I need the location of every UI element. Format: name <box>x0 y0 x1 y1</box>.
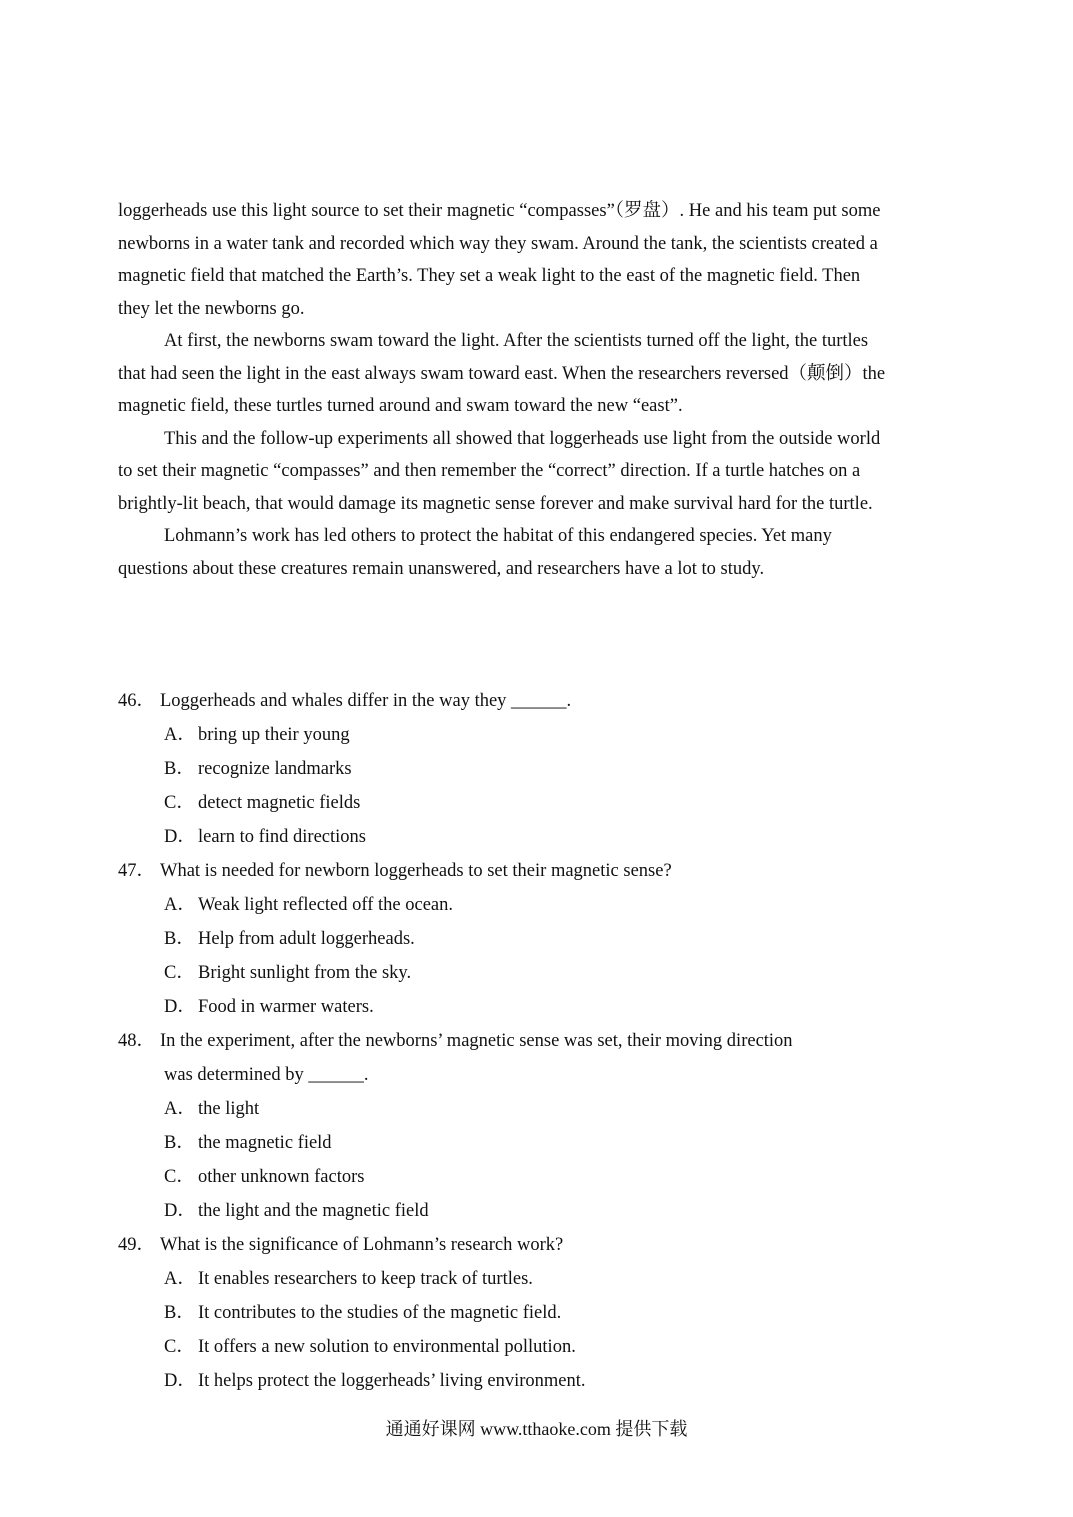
option-c <box>118 786 898 820</box>
option-letter: C． <box>164 1337 195 1357</box>
option-text: Help from adult loggerheads. <box>198 929 415 949</box>
option-text: Bright sunlight from the sky. <box>198 963 412 983</box>
option-letter: B． <box>164 929 195 949</box>
option-a <box>118 1092 898 1126</box>
question-stem: Loggerheads and whales differ in the way they ______. <box>160 691 572 711</box>
option-text: Food in warmer waters. <box>198 997 374 1017</box>
option-d <box>118 1364 898 1398</box>
option-letter: C． <box>164 1167 195 1187</box>
option-letter: B． <box>164 1303 195 1323</box>
option-text: the magnetic field <box>198 1133 332 1153</box>
option-text: Weak light reflected off the ocean. <box>198 895 453 915</box>
option-text: the light and the magnetic field <box>198 1201 429 1221</box>
option-b <box>118 1126 898 1160</box>
option-text: the light <box>198 1099 260 1119</box>
option-a <box>118 718 898 752</box>
option-d <box>118 820 898 854</box>
option-text: recognize landmarks <box>198 759 352 779</box>
option-letter: A． <box>164 1099 196 1119</box>
option-text: It contributes to the studies of the magnetic field. <box>198 1303 562 1323</box>
question-number: 47． <box>118 861 156 881</box>
question-46 <box>118 684 898 854</box>
passage-paragraph-3: This and the follow-up experiments all showed that loggerheads use light from the outside world to set their magnetic “compasses” and then remember the “correct” direction. If a turtle hatches on a brightly-lit beach, that would damage its magnetic sense forever and make survival hard for the turtle. <box>118 428 881 514</box>
option-text: It offers a new solution to environmental pollution. <box>198 1337 576 1357</box>
question-48 <box>118 1024 898 1228</box>
option-a <box>118 888 898 922</box>
option-letter: A． <box>164 1269 196 1289</box>
option-letter: B． <box>164 759 195 779</box>
option-d <box>118 1194 898 1228</box>
option-text: detect magnetic fields <box>198 793 361 813</box>
question-number: 48． <box>118 1031 156 1051</box>
option-text: bring up their young <box>198 725 350 745</box>
question-list <box>118 684 898 1398</box>
option-letter: C． <box>164 963 195 983</box>
option-b <box>118 752 898 786</box>
reading-passage <box>118 195 888 585</box>
option-d <box>118 990 898 1024</box>
question-stem-continued: was determined by ______. <box>164 1065 369 1085</box>
option-letter: A． <box>164 895 196 915</box>
option-letter: D． <box>164 997 196 1017</box>
option-b <box>118 922 898 956</box>
question-number: 49． <box>118 1235 156 1255</box>
option-text: It helps protect the loggerheads’ living environment. <box>198 1371 586 1391</box>
option-a <box>118 1262 898 1296</box>
question-number: 46． <box>118 691 156 711</box>
question-stem: What is needed for newborn loggerheads to set their magnetic sense? <box>160 861 672 881</box>
question-stem: In the experiment, after the newborns’ magnetic sense was set, their moving direction <box>160 1031 793 1051</box>
option-letter: D． <box>164 1201 196 1221</box>
option-letter: D． <box>164 827 196 847</box>
question-stem: What is the significance of Lohmann’s research work? <box>160 1235 564 1255</box>
option-c <box>118 1160 898 1194</box>
question-47 <box>118 854 898 1024</box>
option-text: learn to find directions <box>198 827 366 847</box>
question-49 <box>118 1228 898 1398</box>
option-c <box>118 1330 898 1364</box>
passage-paragraph-2: At first, the newborns swam toward the light. After the scientists turned off the light, the turtles that had seen the light in the east always swam toward east. When the researchers reversed（颠倒）the magnetic field, these turtles turned around and swam toward the new “east”. <box>118 331 886 416</box>
option-b <box>118 1296 898 1330</box>
page-footer: 通通好课网 www.tthaoke.com 提供下载 <box>385 1419 688 1439</box>
option-letter: C． <box>164 793 195 813</box>
option-letter: B． <box>164 1133 195 1153</box>
option-letter: A． <box>164 725 196 745</box>
option-text: It enables researchers to keep track of turtles. <box>198 1269 533 1289</box>
option-c <box>118 956 898 990</box>
option-letter: D． <box>164 1371 196 1391</box>
passage-paragraph-4: Lohmann’s work has led others to protect the habitat of this endangered species. Yet many questions about these creatures remain unanswered, and researchers have a lot to study. <box>118 526 832 579</box>
passage-paragraph-1: loggerheads use this light source to set their magnetic “compasses”（罗盘）. He and his team put some newborns in a water tank and recorded which way they swam. Around the tank, the scientists created a magnetic field that matched the Earth’s. They set a weak light to the east of the magnetic field. Then they let the newborns go. <box>118 201 881 319</box>
option-text: other unknown factors <box>198 1167 365 1187</box>
